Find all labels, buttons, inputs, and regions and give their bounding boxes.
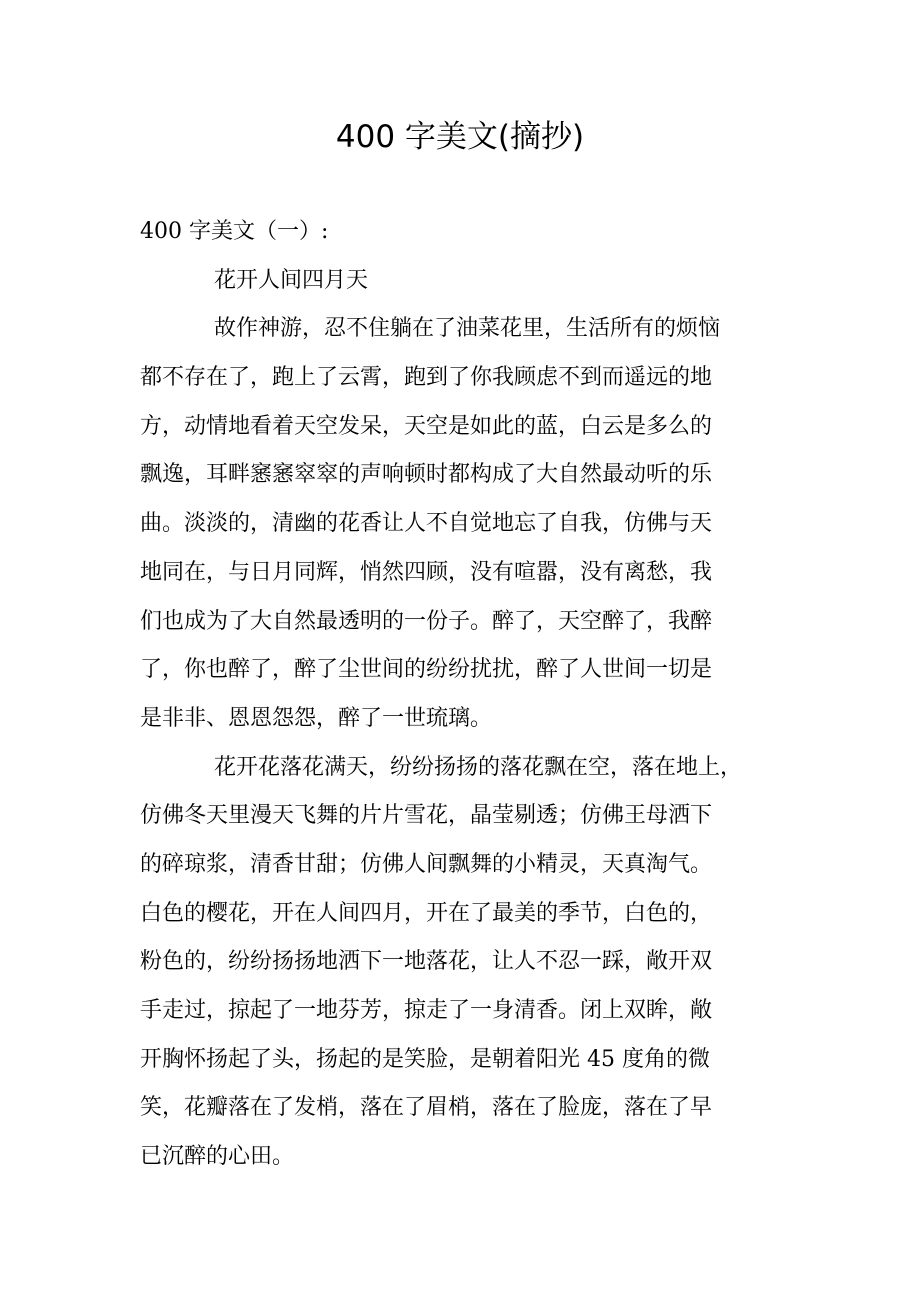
paragraph-2-line: 粉色的，纷纷扬扬地洒下一地落花，让人不忍一踩，敞开双 [140,949,713,975]
paragraph-1-line: 方，动情地看着天空发呆，天空是如此的蓝，白云是多么的 [140,413,713,439]
section-heading: 400 字美文（一）: [140,219,329,244]
paragraph-2-line: 开胸怀扬起了头，扬起的是笑脸，是朝着阳光 45 度角的微 [140,1046,710,1072]
document-title: 400 字美文(摘抄) [335,119,585,155]
paragraph-1-line: 曲。淡淡的，清幽的花香让人不自觉地忘了自我，仿佛与天 [140,511,713,537]
paragraph-1-line: 飘逸，耳畔窸窸窣窣的声响顿时都构成了大自然最动听的乐 [140,462,713,488]
paragraph-1-line: 们也成为了大自然最透明的一份子。醉了，天空醉了，我醉 [140,608,713,634]
paragraph-2-line: 已沉醉的心田。 [140,1144,295,1170]
paragraph-1-line: 故作神游，忍不住躺在了油菜花里，生活所有的烦恼 [214,316,721,342]
paragraph-2-line: 的碎琼浆，清香甘甜；仿佛人间飘舞的小精灵，天真淘气。 [140,851,713,877]
paragraph-2-line: 仿佛冬天里漫天飞舞的片片雪花，晶莹剔透；仿佛王母洒下 [140,803,713,829]
paragraph-2-line: 白色的樱花，开在人间四月，开在了最美的季节，白色的， [140,900,713,926]
paragraph-1-line: 地同在，与日月同辉，悄然四顾，没有喧嚣，没有离愁，我 [140,559,713,585]
essay-subtitle: 花开人间四月天 [214,267,369,293]
document-body [140,208,800,1182]
paragraph-1-line: 是非非、恩恩怨怨，醉了一世琉璃。 [140,705,493,731]
paragraph-1-line: 都不存在了，跑上了云霄，跑到了你我顾虑不到而遥远的地 [140,365,713,391]
paragraph-2-line: 笑，花瓣落在了发梢，落在了眉梢，落在了脸庞，落在了早 [140,1095,713,1121]
paragraph-2-line: 花开花落花满天，纷纷扬扬的落花飘在空，落在地上， [214,754,743,780]
paragraph-2-line: 手走过，掠起了一地芬芳，掠走了一身清香。闭上双眸，敞 [140,998,713,1023]
paragraph-1-line: 了，你也醉了，醉了尘世间的纷纷扰扰，醉了人世间一切是 [140,657,713,683]
